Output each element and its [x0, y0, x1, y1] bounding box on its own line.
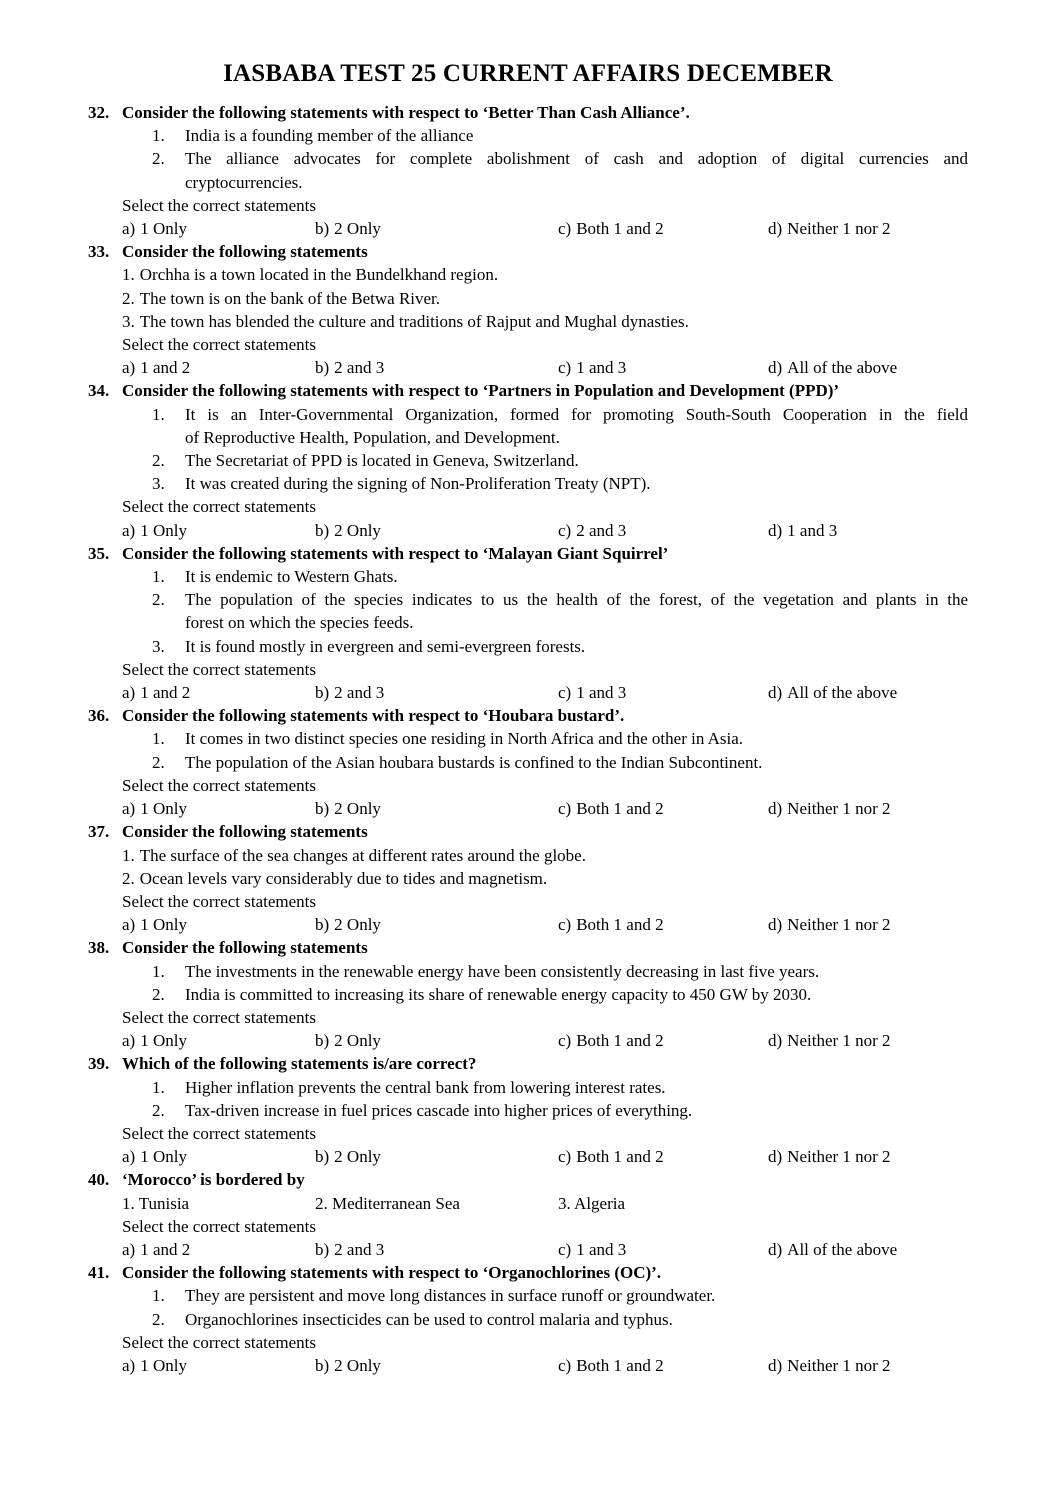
- options-row: [122, 1238, 968, 1261]
- option-label: c): [558, 683, 572, 703]
- option-c: [558, 681, 768, 704]
- question-title: Consider the following statements with respect to ‘Organochlorines (OC)’.: [122, 1263, 662, 1283]
- statement-number: 2.: [152, 984, 165, 1004]
- option-b: [315, 797, 558, 820]
- statement-text: They are persistent and move long distances in surface runoff or groundwater.: [185, 1286, 716, 1306]
- option-c: [558, 913, 768, 936]
- option-d: [768, 1354, 968, 1377]
- option-text: 1 Only: [140, 1031, 187, 1051]
- option-d: [768, 356, 968, 379]
- question-block: [88, 101, 968, 240]
- option-b: [315, 1354, 558, 1377]
- statement-number: 1.: [152, 404, 165, 424]
- option-label: b): [315, 358, 330, 378]
- option-label: b): [315, 683, 330, 703]
- option-label: c): [558, 799, 572, 819]
- option-label: b): [315, 1239, 330, 1259]
- option-text: Neither 1 nor 2: [787, 915, 891, 935]
- option-d: [768, 217, 968, 240]
- select-instruction: Select the correct statements: [122, 195, 316, 215]
- option-text: All of the above: [787, 1239, 898, 1259]
- question-block: [88, 1052, 968, 1168]
- question-header: [88, 1261, 968, 1284]
- option-b: [315, 217, 558, 240]
- options-row: [122, 797, 968, 820]
- option-text: 1 Only: [140, 799, 187, 819]
- option-text: 2 and 3: [576, 520, 627, 540]
- question-body: [122, 1192, 968, 1262]
- statement-number: 1.: [152, 729, 165, 749]
- question-block: [88, 704, 968, 820]
- statement-number: 2.: [152, 1100, 165, 1120]
- option-a: [122, 913, 315, 936]
- question-block: [88, 1261, 968, 1377]
- option-text: 2 Only: [334, 915, 381, 935]
- statement-number: 1.: [152, 126, 165, 146]
- option-label: a): [122, 1031, 136, 1051]
- option-text: 1 Only: [140, 1147, 187, 1167]
- question-number: 35.: [88, 543, 110, 563]
- option-b: [315, 1029, 558, 1052]
- statement: [122, 310, 968, 333]
- option-a: [122, 356, 315, 379]
- statement: [122, 449, 968, 472]
- option-a: [122, 217, 315, 240]
- option-label: a): [122, 915, 136, 935]
- option-c: [558, 1354, 768, 1377]
- question-title: Consider the following statements: [122, 242, 368, 262]
- option-label: c): [558, 520, 572, 540]
- option-label: a): [122, 1239, 136, 1259]
- statement: [122, 1076, 968, 1099]
- option-label: d): [768, 683, 783, 703]
- option-label: d): [768, 520, 783, 540]
- options-row: [122, 1354, 968, 1377]
- statement-text: The population of the Asian houbara bustards is confined to the Indian Subcontinent.: [185, 752, 763, 772]
- statement-number: 2.: [152, 149, 165, 169]
- statement-line: cryptocurrencies.: [185, 172, 303, 192]
- option-label: d): [768, 799, 783, 819]
- statement: [122, 287, 968, 310]
- question-body: [122, 403, 968, 542]
- option-label: a): [122, 520, 136, 540]
- option-text: 1 Only: [140, 1355, 187, 1375]
- option-d: [768, 1145, 968, 1168]
- option-a: [122, 1029, 315, 1052]
- option-label: d): [768, 358, 783, 378]
- statement-number: 3.: [152, 474, 165, 494]
- option-label: d): [768, 1355, 783, 1375]
- statement-text: Tax-driven increase in fuel prices cascade into higher prices of everything.: [185, 1100, 693, 1120]
- select-instruction: Select the correct statements: [122, 891, 316, 911]
- option-text: Both 1 and 2: [576, 915, 664, 935]
- option-c: [558, 1145, 768, 1168]
- statement: [122, 1308, 968, 1331]
- statement-text: It is found mostly in evergreen and semi-evergreen forests.: [185, 636, 586, 656]
- option-label: d): [768, 1031, 783, 1051]
- option-text: 2 Only: [334, 520, 381, 540]
- statement: [122, 263, 968, 286]
- option-text: 1 Only: [140, 219, 187, 239]
- question-number: 36.: [88, 706, 110, 726]
- question-number: 40.: [88, 1170, 110, 1190]
- statement: [122, 472, 968, 495]
- option-text: All of the above: [787, 683, 898, 703]
- statement: [122, 1284, 968, 1307]
- option-text: 1 and 3: [576, 1239, 627, 1259]
- question-body: [122, 1284, 968, 1377]
- question-header: [88, 1168, 968, 1191]
- statement-text: [185, 588, 968, 634]
- option-text: Both 1 and 2: [576, 1147, 664, 1167]
- statement: [122, 727, 968, 750]
- statement-text: India is committed to increasing its share of renewable energy capacity to 450 GW by 2030.: [185, 984, 812, 1004]
- options-row: [122, 217, 968, 240]
- statement-line: The population of the species indicates to us the health of the forest, of the vegetation and plants in the: [185, 590, 968, 610]
- question-title: Consider the following statements: [122, 822, 368, 842]
- question-title: Consider the following statements with respect to ‘Partners in Population and Development (PPD)’: [122, 381, 840, 401]
- option-c: [558, 356, 768, 379]
- option-label: a): [122, 799, 136, 819]
- option-c: [558, 1238, 768, 1261]
- question-block: [88, 820, 968, 936]
- option-c: [558, 519, 768, 542]
- question-body: [122, 844, 968, 937]
- option-label: b): [315, 219, 330, 239]
- statement-cell: 2. Mediterranean Sea: [315, 1193, 460, 1213]
- options-row: [122, 681, 968, 704]
- option-label: b): [315, 1147, 330, 1167]
- select-instruction: Select the correct statements: [122, 775, 316, 795]
- option-label: c): [558, 1239, 572, 1259]
- statement-number: 2.: [122, 868, 135, 888]
- statement-text: Higher inflation prevents the central bank from lowering interest rates.: [185, 1077, 666, 1097]
- question-header: [88, 379, 968, 402]
- select-instruction: Select the correct statements: [122, 1332, 316, 1352]
- question-header: [88, 240, 968, 263]
- options-row: [122, 1145, 968, 1168]
- select-instruction: Select the correct statements: [122, 335, 316, 355]
- option-b: [315, 1145, 558, 1168]
- option-b: [315, 519, 558, 542]
- option-text: Neither 1 nor 2: [787, 1147, 891, 1167]
- option-text: Neither 1 nor 2: [787, 1355, 891, 1375]
- statement-number: 2.: [122, 288, 135, 308]
- question-title: ‘Morocco’ is bordered by: [122, 1170, 305, 1190]
- select-instruction: Select the correct statements: [122, 497, 316, 517]
- statement-cell: 3. Algeria: [558, 1193, 626, 1213]
- option-d: [768, 913, 968, 936]
- statement-number: 1.: [122, 265, 135, 285]
- option-label: a): [122, 1355, 136, 1375]
- option-label: a): [122, 1147, 136, 1167]
- option-label: c): [558, 915, 572, 935]
- question-number: 37.: [88, 822, 110, 842]
- option-b: [315, 913, 558, 936]
- option-label: b): [315, 1355, 330, 1375]
- statement: [122, 867, 968, 890]
- question-title: Consider the following statements with respect to ‘Better Than Cash Alliance’.: [122, 103, 690, 122]
- statement-text: [185, 403, 968, 449]
- option-a: [122, 1238, 315, 1261]
- select-instruction: Select the correct statements: [122, 1007, 316, 1027]
- option-text: 2 Only: [334, 1355, 381, 1375]
- question-header: [88, 936, 968, 959]
- option-text: Neither 1 nor 2: [787, 1031, 891, 1051]
- option-d: [768, 1238, 968, 1261]
- statement: [122, 565, 968, 588]
- options-row: [122, 1029, 968, 1052]
- option-label: a): [122, 358, 136, 378]
- option-text: Both 1 and 2: [576, 219, 664, 239]
- statement: [122, 124, 968, 147]
- option-label: c): [558, 358, 572, 378]
- question-block: [88, 379, 968, 541]
- option-label: c): [558, 1147, 572, 1167]
- option-b: [315, 681, 558, 704]
- statement-number: 2.: [152, 1309, 165, 1329]
- question-body: [122, 1076, 968, 1169]
- statement: [122, 983, 968, 1006]
- option-text: 1 and 3: [576, 683, 627, 703]
- option-label: b): [315, 520, 330, 540]
- question-header: [88, 1052, 968, 1075]
- statement-line: of Reproductive Health, Population, and Development.: [185, 427, 560, 447]
- questions-list: [88, 101, 968, 1377]
- select-instruction: Select the correct statements: [122, 1123, 316, 1143]
- statement-text: The surface of the sea changes at different rates around the globe.: [139, 845, 586, 865]
- option-text: Neither 1 nor 2: [787, 799, 891, 819]
- question-number: 41.: [88, 1263, 110, 1283]
- option-text: 1 and 2: [140, 1239, 191, 1259]
- question-body: [122, 263, 968, 379]
- statement-text: The Secretariat of PPD is located in Geneva, Switzerland.: [185, 451, 579, 471]
- option-text: 2 Only: [334, 1031, 381, 1051]
- option-d: [768, 1029, 968, 1052]
- question-block: [88, 936, 968, 1052]
- option-label: a): [122, 683, 136, 703]
- select-instruction: Select the correct statements: [122, 659, 316, 679]
- option-text: All of the above: [787, 358, 898, 378]
- question-header: [88, 820, 968, 843]
- option-label: d): [768, 219, 783, 239]
- question-number: 33.: [88, 242, 110, 262]
- statement: [122, 635, 968, 658]
- statement: [122, 147, 968, 193]
- page-title: IASBABA TEST 25 CURRENT AFFAIRS DECEMBER: [223, 60, 833, 87]
- option-label: b): [315, 799, 330, 819]
- statement-number: 3.: [122, 311, 135, 331]
- option-text: 1 and 3: [787, 520, 838, 540]
- option-c: [558, 1029, 768, 1052]
- option-text: 2 Only: [334, 1147, 381, 1167]
- option-c: [558, 217, 768, 240]
- statement: [122, 1099, 968, 1122]
- question-number: 38.: [88, 938, 110, 958]
- question-header: [88, 542, 968, 565]
- option-label: c): [558, 1355, 572, 1375]
- statement-number: 2.: [152, 451, 165, 471]
- option-text: Both 1 and 2: [576, 1031, 664, 1051]
- options-row: [122, 519, 968, 542]
- question-body: [122, 124, 968, 240]
- option-text: Both 1 and 2: [576, 1355, 664, 1375]
- statement: [122, 960, 968, 983]
- statement-text: It is endemic to Western Ghats.: [185, 567, 398, 587]
- statement: [122, 844, 968, 867]
- question-title: Which of the following statements is/are correct?: [122, 1054, 477, 1074]
- statement: [122, 403, 968, 449]
- option-a: [122, 1354, 315, 1377]
- statement-text: [185, 147, 968, 193]
- statement-line: The alliance advocates for complete abolishment of cash and adoption of digital currencies and: [185, 149, 968, 169]
- statement-line: forest on which the species feeds.: [185, 613, 414, 633]
- statement-number: 2.: [152, 752, 165, 772]
- question-block: [88, 240, 968, 379]
- option-a: [122, 681, 315, 704]
- question-title: Consider the following statements with respect to ‘Malayan Giant Squirrel’: [122, 543, 669, 563]
- option-text: Both 1 and 2: [576, 799, 664, 819]
- question-body: [122, 727, 968, 820]
- option-text: 2 and 3: [334, 358, 385, 378]
- options-row: [122, 913, 968, 936]
- statement-text: The town is on the bank of the Betwa River.: [139, 288, 441, 308]
- option-label: c): [558, 219, 572, 239]
- option-b: [315, 1238, 558, 1261]
- option-a: [122, 1145, 315, 1168]
- statement-number: 2.: [152, 590, 165, 610]
- statement-number: 3.: [152, 636, 165, 656]
- option-text: 1 and 2: [140, 358, 191, 378]
- option-d: [768, 797, 968, 820]
- option-d: [768, 519, 968, 542]
- option-label: b): [315, 1031, 330, 1051]
- question-body: [122, 960, 968, 1053]
- question-block: [88, 542, 968, 704]
- statement-text: Orchha is a town located in the Bundelkhand region.: [139, 265, 499, 285]
- statement-text: The investments in the renewable energy have been consistently decreasing in last five years.: [185, 961, 820, 981]
- option-text: 1 and 2: [140, 683, 191, 703]
- option-text: 1 Only: [140, 520, 187, 540]
- option-text: 2 Only: [334, 219, 381, 239]
- question-title: Consider the following statements: [122, 938, 368, 958]
- question-block: [88, 1168, 968, 1261]
- option-b: [315, 356, 558, 379]
- option-label: d): [768, 915, 783, 935]
- select-instruction: Select the correct statements: [122, 1216, 316, 1236]
- option-text: 2 Only: [334, 799, 381, 819]
- question-title: Consider the following statements with respect to ‘Houbara bustard’.: [122, 706, 625, 726]
- question-number: 34.: [88, 381, 110, 401]
- option-d: [768, 681, 968, 704]
- option-label: d): [768, 1147, 783, 1167]
- statement-columns-row: [122, 1192, 968, 1215]
- question-header: [88, 101, 968, 124]
- question-header: [88, 704, 968, 727]
- option-text: 2 and 3: [334, 1239, 385, 1259]
- statement-text: The town has blended the culture and traditions of Rajput and Mughal dynasties.: [139, 311, 689, 331]
- statement-text: It comes in two distinct species one residing in North Africa and the other in Asia.: [185, 729, 744, 749]
- statement-text: India is a founding member of the alliance: [185, 126, 474, 146]
- question-number: 32.: [88, 103, 110, 122]
- statement-cell: 1. Tunisia: [122, 1193, 190, 1213]
- statement-text: Organochlorines insecticides can be used to control malaria and typhus.: [185, 1309, 673, 1329]
- option-text: Neither 1 nor 2: [787, 219, 891, 239]
- option-text: 2 and 3: [334, 683, 385, 703]
- statement-text: It was created during the signing of Non-Proliferation Treaty (NPT).: [185, 474, 651, 494]
- option-label: b): [315, 915, 330, 935]
- option-c: [558, 797, 768, 820]
- option-a: [122, 519, 315, 542]
- statement-text: Ocean levels vary considerably due to tides and magnetism.: [139, 868, 548, 888]
- question-body: [122, 565, 968, 704]
- option-text: 1 Only: [140, 915, 187, 935]
- statement-number: 1.: [152, 567, 165, 587]
- option-label: c): [558, 1031, 572, 1051]
- question-number: 39.: [88, 1054, 110, 1074]
- statement: [122, 588, 968, 634]
- options-row: [122, 356, 968, 379]
- option-text: 1 and 3: [576, 358, 627, 378]
- option-a: [122, 797, 315, 820]
- statement: [122, 751, 968, 774]
- statement-number: 1.: [152, 1286, 165, 1306]
- statement-number: 1.: [122, 845, 135, 865]
- statement-line: It is an Inter-Governmental Organization, formed for promoting South-South Cooperation in the field: [185, 404, 968, 424]
- statement-number: 1.: [152, 961, 165, 981]
- option-label: a): [122, 219, 136, 239]
- option-label: d): [768, 1239, 783, 1259]
- statement-number: 1.: [152, 1077, 165, 1097]
